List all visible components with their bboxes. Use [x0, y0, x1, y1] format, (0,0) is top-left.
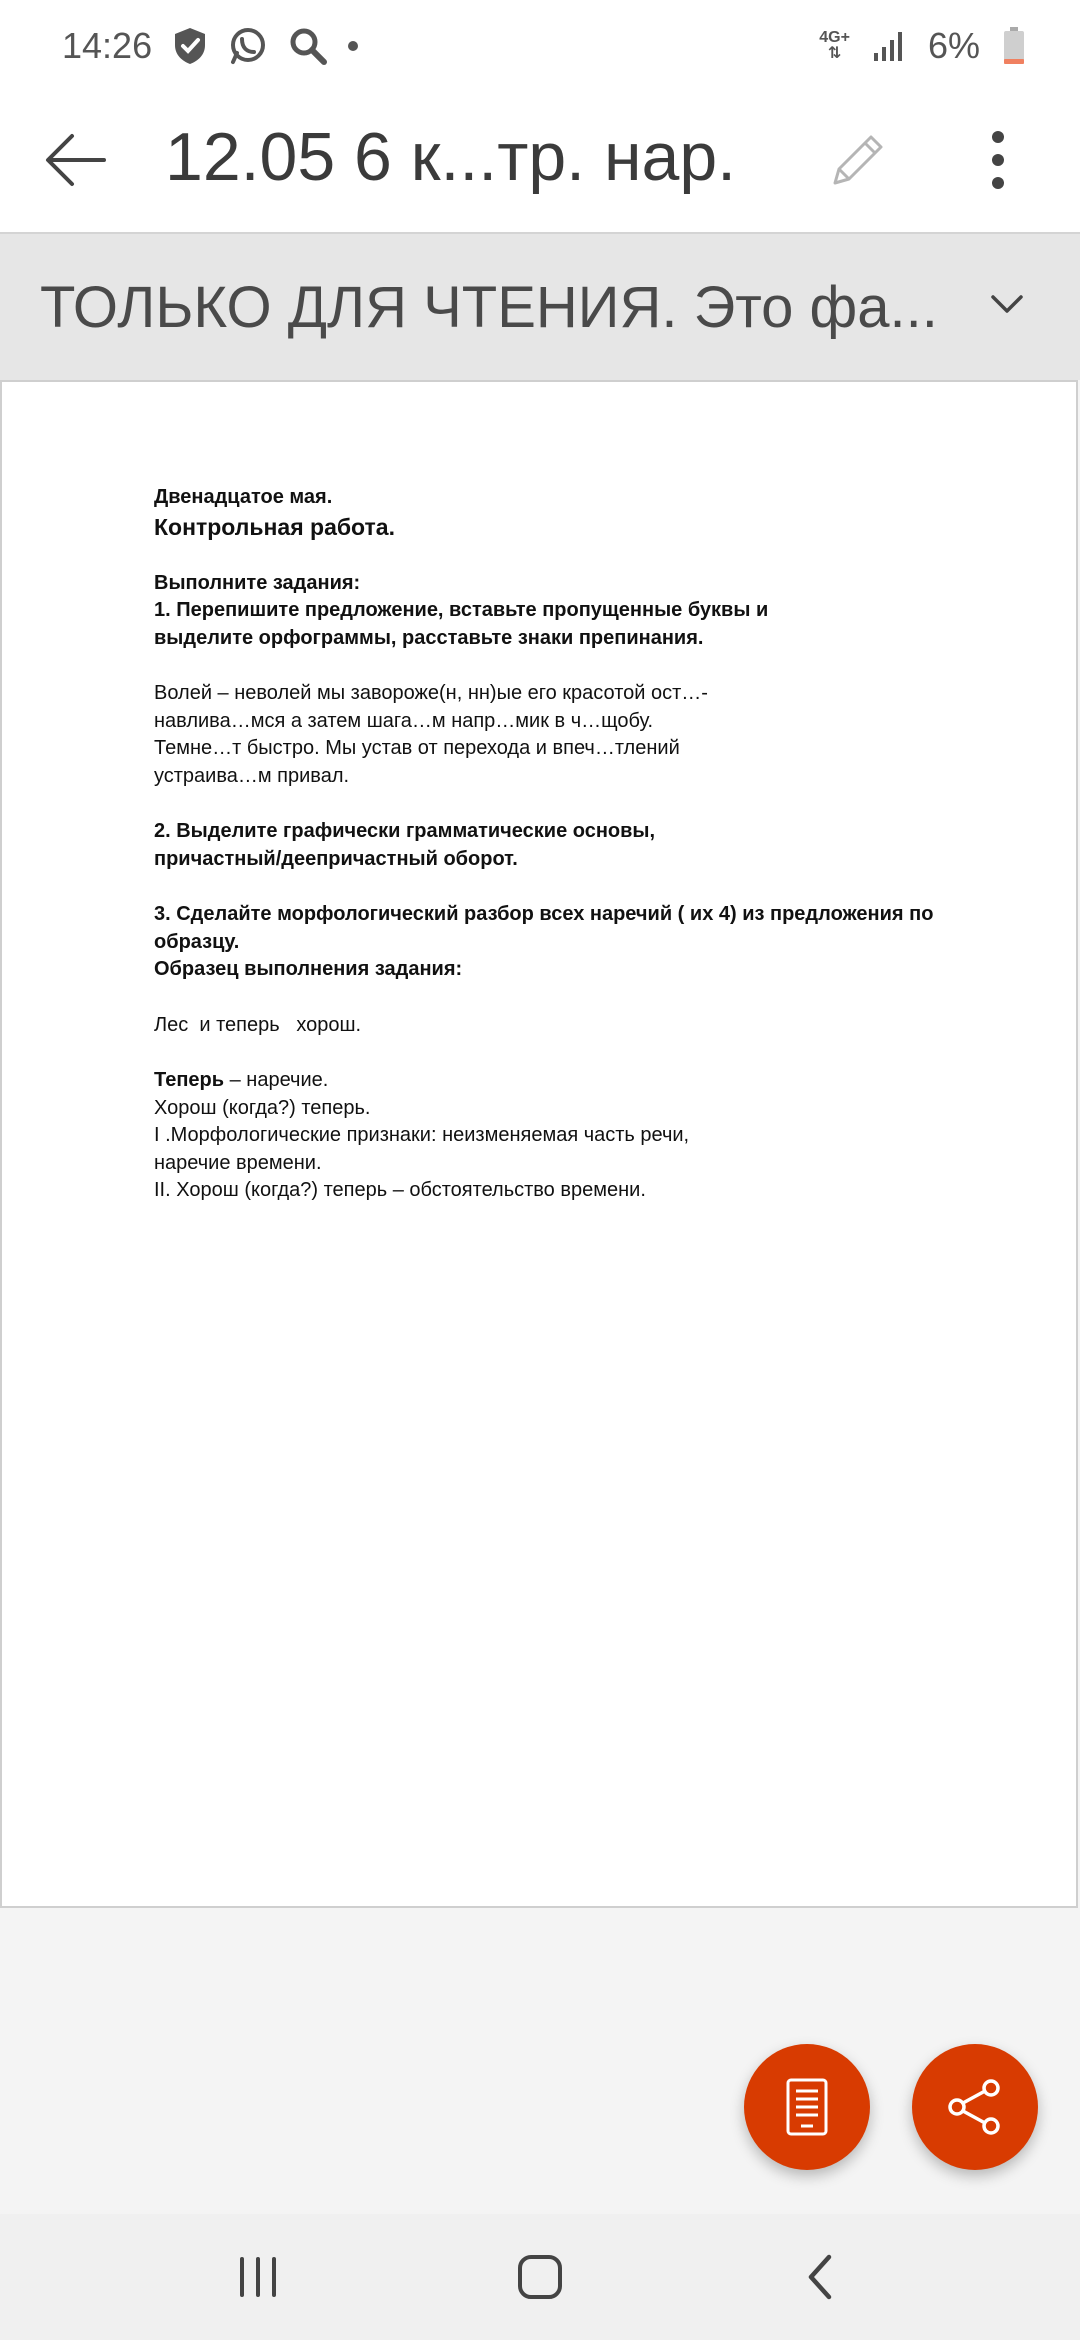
- chevron-down-icon[interactable]: [990, 294, 1024, 316]
- whatsapp-icon: [228, 26, 268, 66]
- network-type-icon: 4G+ ⇅: [819, 29, 850, 62]
- document-title: 12.05 6 к...тр. нар.: [165, 119, 737, 195]
- share-button[interactable]: [912, 2044, 1038, 2170]
- analysis-line: наречие времени.: [154, 1151, 322, 1174]
- sample-sentence: Лес и теперь хорош.: [154, 1013, 362, 1036]
- reading-view-button[interactable]: [744, 2044, 870, 2170]
- app-bar: [0, 92, 1080, 232]
- document-content: [154, 484, 954, 1205]
- sentence-line: навлива…мся а затем шага…м напр…мик в ч…щобу.: [154, 709, 654, 732]
- home-icon: [515, 2252, 565, 2302]
- signal-icon: [872, 29, 906, 63]
- analysis-line: II. Хорош (когда?) теперь – обстоятельство времени.: [154, 1179, 646, 1201]
- analysis-line: Хорош (когда?) теперь.: [154, 1096, 371, 1119]
- task3-line: образцу.: [154, 930, 240, 953]
- analysis-rest: – наречие.: [224, 1069, 329, 1091]
- task1-line: 1. Перепишите предложение, вставьте пропущенные буквы и: [154, 599, 769, 621]
- pencil-icon: [825, 127, 891, 193]
- more-vert-icon: [990, 130, 1006, 190]
- document-heading: Контрольная работа.: [154, 513, 395, 540]
- sentence-line: Темне…т быстро. Мы устав от перехода и впеч…тлений: [154, 737, 680, 759]
- document-date: Двенадцатое мая.: [154, 486, 333, 508]
- home-button[interactable]: [500, 2244, 580, 2310]
- back-arrow-icon: [44, 132, 108, 188]
- recent-apps-icon: [236, 2255, 280, 2299]
- document-page: [0, 380, 1078, 1908]
- reading-view-icon: [785, 2077, 829, 2137]
- status-time: 14:26: [62, 25, 153, 66]
- status-bar: [0, 0, 1080, 92]
- task2-line: причастный/деепричастный оборот.: [154, 847, 518, 870]
- share-icon: [945, 2077, 1005, 2137]
- task3-line: 3. Сделайте морфологический разбор всех наречий ( их 4) из предложения по: [154, 903, 934, 925]
- back-icon: [805, 2253, 835, 2301]
- back-button[interactable]: [40, 124, 112, 196]
- recent-apps-button[interactable]: [218, 2244, 298, 2310]
- sentence-line: устраива…м привал.: [154, 764, 350, 787]
- analysis-line: I .Морфологические признаки: неизменяемая часть речи,: [154, 1124, 690, 1146]
- nav-back-button[interactable]: [780, 2244, 860, 2310]
- more-options-button[interactable]: [968, 120, 1028, 200]
- search-icon: [288, 26, 328, 66]
- dot-icon: [348, 41, 358, 51]
- battery-icon: [1002, 26, 1026, 66]
- navigation-bar: [0, 2214, 1080, 2340]
- analysis-first-line: [154, 1067, 954, 1095]
- battery-percent: 6%: [927, 25, 980, 66]
- task2-line: 2. Выделите графически грамматические основы,: [154, 820, 656, 842]
- edit-button[interactable]: [818, 120, 898, 200]
- sentence-line: Волей – неволей мы завороже(н, нн)ые его красотой ост…-: [154, 682, 708, 704]
- sample-title: Образец выполнения задания:: [154, 958, 463, 980]
- analysis-word: Теперь: [154, 1069, 225, 1091]
- instructions-title: Выполните задания:: [154, 571, 361, 594]
- document-viewer[interactable]: [0, 380, 1080, 1910]
- shield-icon: [172, 26, 208, 66]
- task1-line: выделите орфограммы, расставьте знаки препинания.: [154, 626, 704, 649]
- read-only-banner-text: ТОЛЬКО ДЛЯ ЧТЕНИЯ. Это фа...: [40, 275, 938, 340]
- read-only-banner[interactable]: [0, 232, 1080, 380]
